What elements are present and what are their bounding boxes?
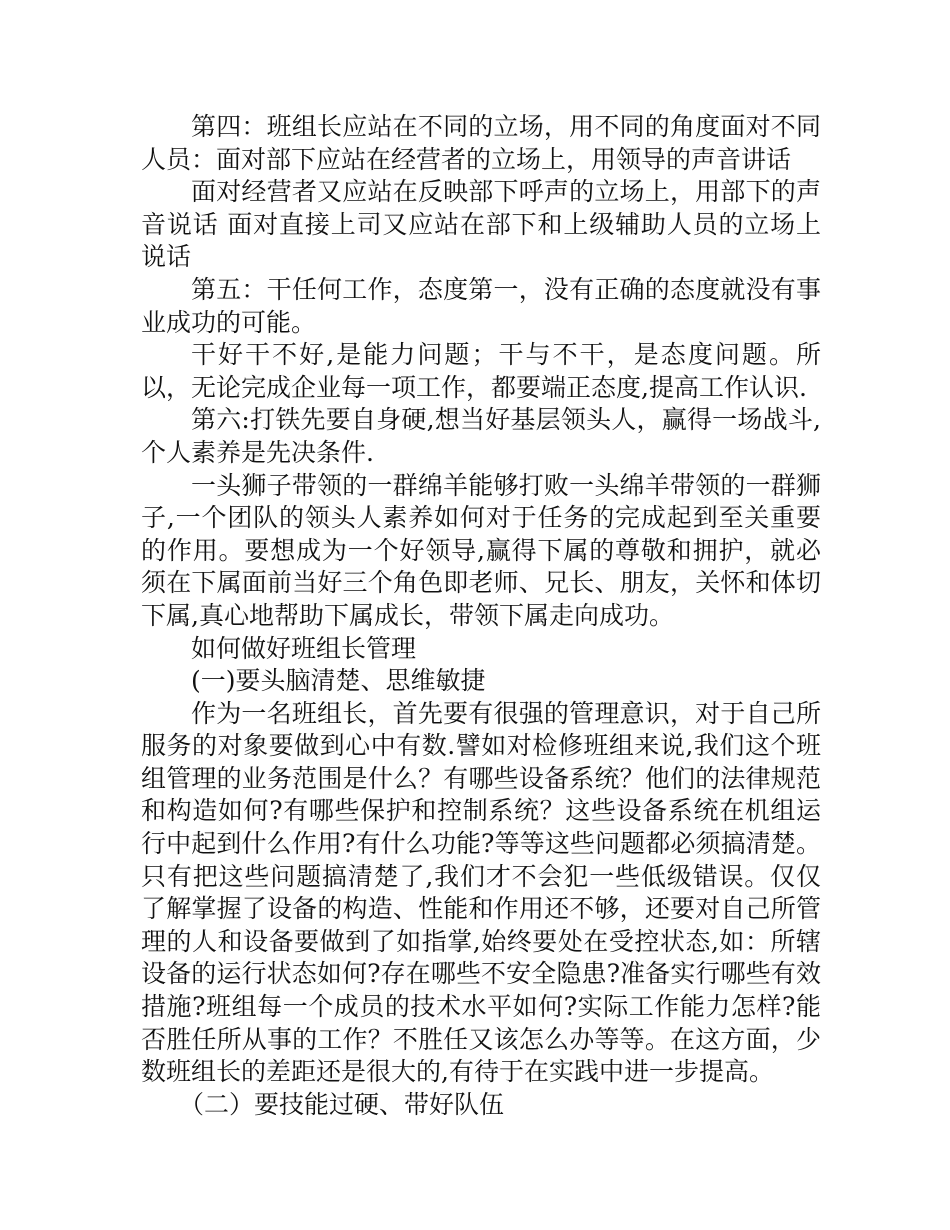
paragraph-section-four: 第四：班组长应站在不同的立场，用不同的角度面对不同人员：面对部下应站在经营者的立场上，用领导的声音讲话 bbox=[141, 112, 821, 174]
paragraph-lion-sheep: 一头狮子带领的一群绵羊能够打败一头绵羊带领的一群狮子,一个团队的领头人素养如何对于任务的完成起到至关重要的作用。要想成为一个好领导,赢得下属的尊敬和拥护，就必须在下属面前当好三个角色即老师、兄长、朋友，关怀和体切下属,真心地帮助下属成长，带领下属走向成功。 bbox=[141, 470, 821, 630]
document-body bbox=[141, 111, 821, 1121]
paragraph-management-awareness: 作为一名班组长，首先要有很强的管理意识，对于自己所服务的对象要做到心中有数.譬如对检修班组来说,我们这个班组管理的业务范围是什么？有哪些设备系统？他们的法律规范和构造如何?有哪些保护和控制系统？这些设备系统在机组运行中起到什么作用?有什么功能?等等这些问题都必须搞清楚。只有把这些问题搞清楚了,我们才不会犯一些低级错误。仅仅了解掌握了设备的构造、性能和作用还不够，还要对自己所管理的人和设备要做到了如指掌,始终要处在受控状态,如：所辖设备的运行状态如何?存在哪些不安全隐患?准备实行哪些有效措施?班组每一个成员的技术水平如何?实际工作能力怎样?能否胜任所从事的工作？不胜任又该怎么办等等。在这方面，少数班组长的差距还是很大的,有待于在实践中进一步提高。 bbox=[141, 698, 821, 1087]
paragraph-attitude: 干好干不好,是能力问题；干与不干，是态度问题。所以，无论完成企业每一项工作，都要端正态度,提高工作认识. bbox=[141, 340, 821, 402]
paragraph-section-five: 第五：干任何工作，态度第一，没有正确的态度就没有事业成功的可能。 bbox=[141, 274, 821, 337]
subheading-two: （二）要技能过硬、带好队伍 bbox=[179, 1089, 505, 1119]
subheading-one: (一)要头脑清楚、思维敏捷 bbox=[191, 666, 486, 696]
section-heading: 如何做好班组长管理 bbox=[191, 633, 417, 663]
paragraph-section-six: 第六:打铁先要自身硬,想当好基层领头人，赢得一场战斗,个人素养是先决条件. bbox=[141, 405, 821, 467]
paragraph-facing-managers: 面对经营者又应站在反映部下呼声的立场上，用部下的声音说话 面对直接上司又应站在部下和上级辅助人员的立场上说话 bbox=[141, 177, 821, 272]
